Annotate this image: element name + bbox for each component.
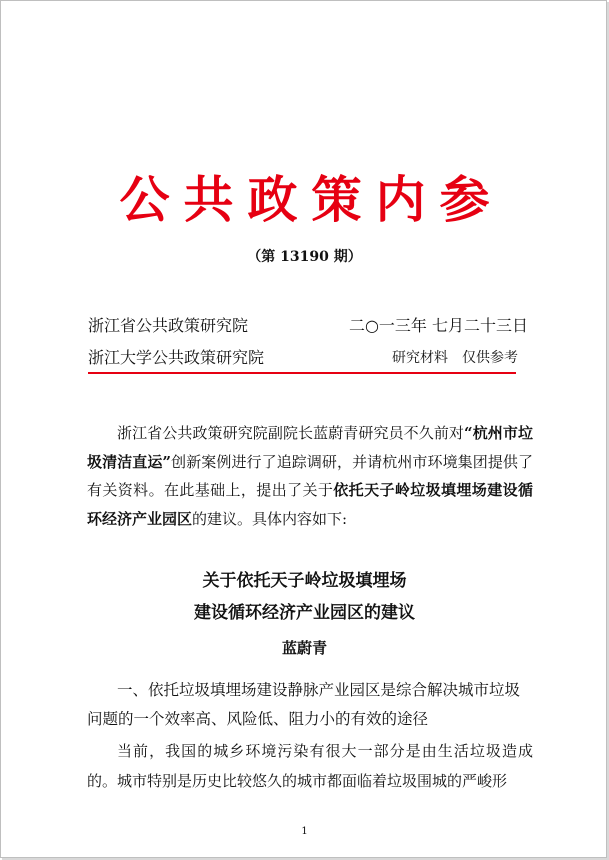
issue-date: 二○一三年 七月二十三日 bbox=[348, 316, 528, 335]
section-1-heading: 一、依托垃圾填埋场建设静脉产业园区是综合解决城市垃圾问题的一个效率高、风险低、阻力小的有效的途径 bbox=[87, 681, 521, 728]
intro-text-2: 创新案例进行了追踪调研，并请杭州市环境集团提供了有关资料。在此基础上，提出了关于 bbox=[87, 452, 533, 499]
issue-number: （第 13190 期） bbox=[247, 249, 362, 265]
page-number: 1 bbox=[301, 826, 308, 837]
article-author: 蓝蔚青 bbox=[281, 639, 327, 657]
intro-paragraph bbox=[87, 419, 533, 533]
header-divider bbox=[88, 372, 516, 374]
intro-bold-2: 依托天子岭垃圾填埋场建设循环经济产业园区 bbox=[87, 481, 533, 528]
intro-text-3: 的建议。具体内容如下: bbox=[192, 509, 348, 528]
masthead-title: 公共政策内参 bbox=[119, 170, 504, 229]
org-primary: 浙江省公共政策研究院 bbox=[88, 316, 249, 335]
article-title-line-2: 建设循环经济产业园区的建议 bbox=[194, 603, 415, 623]
intro-bold-1: “杭州市垃圾清洁直运” bbox=[87, 424, 533, 471]
article-title-line-1: 关于依托天子岭垃圾填埋场 bbox=[202, 571, 407, 591]
body-paragraph: 当前，我国的城乡环境污染有很大一部分是由生活垃圾造成的。城市特别是历史比较悠久的城市都面临着垃圾围城的严峻形 bbox=[87, 742, 533, 790]
intro-text-1: 浙江省公共政策研究院副院长蓝蔚青研究员不久前对 bbox=[117, 424, 464, 442]
org-secondary: 浙江大学公共政策研究院 bbox=[88, 348, 265, 367]
circulation-note: 研究材料 仅供参考 bbox=[392, 350, 518, 366]
